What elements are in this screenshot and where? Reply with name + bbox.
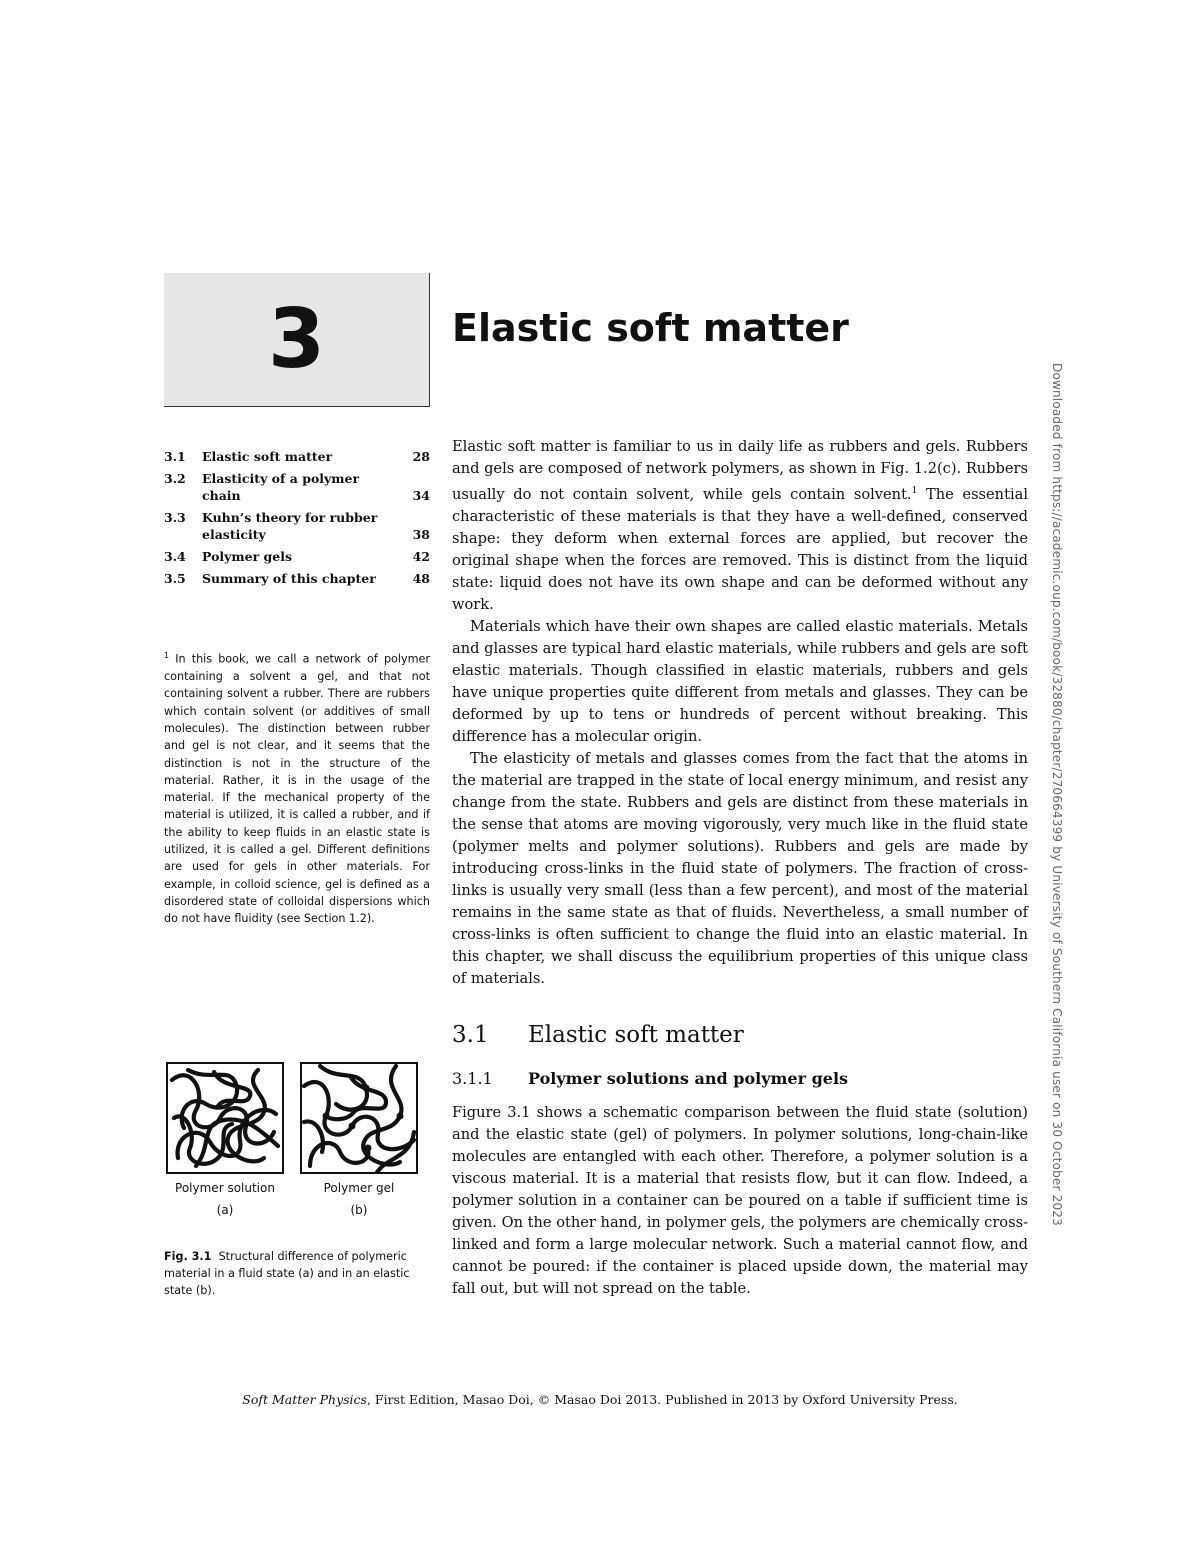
toc-item-number: 3.2: [164, 471, 186, 486]
footnote-ref[interactable]: 1: [911, 486, 918, 496]
toc-item-title: Summary of this chapter: [202, 571, 376, 586]
toc-item-page: 38: [412, 527, 430, 542]
toc-item-page: 48: [412, 571, 430, 586]
section-paragraph: Figure 3.1 shows a schematic comparison between the fluid state (solution) and the elastic state (gel) of polymers. In polymer solutions, long-chain-like molecules are entangled with each other. Therefore, a polymer solution is a viscous material. It is a material that resists flow, but it can flow. Indeed, a polymer solution in a container can be poured on a table if sufficient time is given. On the other hand, in polymer gels, the polymers are chemically cross-linked and form a large molecular network. Such a material cannot flow, and cannot be poured: if the container is placed upside down, the material may fall out, but will not spread on the table.: [452, 1104, 1028, 1297]
figure-caption: [164, 1248, 430, 1299]
sidenote: [164, 647, 430, 927]
subsection-heading: [452, 1065, 848, 1093]
figure-caption-label: Fig. 3.1: [164, 1250, 212, 1263]
section-heading: [452, 1018, 744, 1052]
toc-item[interactable]: [164, 470, 430, 504]
panel-b-tag: (b): [350, 1203, 368, 1217]
toc-item[interactable]: [164, 448, 430, 465]
footer-text: , First Edition, Masao Doi, © Masao Doi 2013. Published in 2013 by Oxford University Press.: [366, 1392, 958, 1407]
toc-item[interactable]: [164, 570, 430, 587]
subsection-number: 3.1.1: [452, 1069, 493, 1088]
page-footer: [0, 1391, 1200, 1409]
section-number: 3.1: [452, 1022, 489, 1048]
book-title: Soft Matter Physics: [242, 1392, 367, 1407]
chapter-intro: [452, 436, 1028, 990]
chapter-toc: [164, 448, 430, 592]
subsection-title: Polymer solutions and polymer gels: [528, 1069, 849, 1088]
toc-item-title: Polymer gels: [202, 549, 293, 564]
figure-panel-a: [166, 1062, 284, 1174]
toc-item-page: 34: [412, 488, 430, 503]
polymer-gel-illustration: [300, 1062, 418, 1174]
section-title: Elastic soft matter: [528, 1022, 744, 1048]
toc-item[interactable]: [164, 548, 430, 565]
panel-b-label: Polymer gel: [323, 1181, 395, 1195]
sidenote-text: In this book, we call a network of polymer containing a solvent a gel, and that not containing solvent a rubber. There are rubbers which contain solvent (or additives of small molecules). The distinction between rubber and gel is not clear, and it seems that the distinction is not in the structure of the material. Rather, it is in the usage of the material. If the mechanical property of the material is utilized, it is called a rubber, and if the ability to keep fluids in an elastic state is utilized, it is called a gel. Different definitions are used for gels in other materials. For example, in colloid science, gel is defined as a disordered state of colloidal dispersions which do not have fluidity (see Section 1.2).: [164, 652, 430, 926]
panel-a-label: Polymer solution: [175, 1181, 275, 1195]
intro-paragraph-text: The essential characteristic of these materials is that they have a well-defined, conserved shape: they deform when external forces are applied, but recover the original shape when the forces are removed. This is distinct from the liquid state: liquid does not have its own shape and can be deformed without any work.: [452, 485, 1028, 613]
download-watermark: Downloaded from https://academic.oup.com/book/32880/chapter/270664399 by University of Southern California user on 30 October 2023: [1050, 363, 1064, 1226]
intro-paragraph: Materials which have their own shapes are called elastic materials. Metals and glasses are typical hard elastic materials, while rubbers and gels are soft elastic materials. Though classified in elastic materials, rubbers and gels have unique properties quite different from metals and glasses. They can be deformed by up to tens or hundreds of percent without breaking. This difference has a molecular origin.: [452, 617, 1028, 745]
toc-item-page: 28: [412, 449, 430, 464]
section-body: [452, 1102, 1028, 1300]
intro-paragraph-text: Elastic soft matter is familiar to us in daily life as rubbers and gels. Rubbers and gels are composed of network polymers, as shown in Fig. 1.2(c). Rubbers usually do not contain solvent, while gels contain solvent.: [452, 438, 1028, 503]
toc-item-title: Elastic soft matter: [202, 449, 333, 464]
figure-caption-text: Structural difference of polymeric material in a fluid state (a) and in an elastic state (b).: [164, 1250, 410, 1297]
toc-item[interactable]: [164, 509, 430, 543]
toc-item-title: Elasticity of a polymer chain: [202, 471, 360, 503]
intro-paragraph: The elasticity of metals and glasses comes from the fact that the atoms in the material are trapped in the state of local energy minimum, and resist any change from the state. Rubbers and gels are distinct from these materials in the sense that atoms are moving vigorously, very much like in the fluid state (polymer melts and polymer solutions). Rubbers and gels are made by introducing cross-links in the fluid state of polymers. The fraction of cross-links is usually very small (less than a few percent), and most of the material remains in the same state as that of fluids. Nevertheless, a small number of cross-links is often sufficient to change the fluid into an elastic material. In this chapter, we shall discuss the equilibrium properties of this unique class of materials.: [452, 749, 1028, 987]
toc-item-page: 42: [412, 549, 430, 564]
chapter-title: Elastic soft matter: [452, 306, 849, 350]
figure-panel-b: [300, 1062, 418, 1174]
toc-item-title: Kuhn’s theory for rubber elasticity: [202, 510, 378, 542]
chapter-number-box: [164, 273, 430, 407]
toc-item-number: 3.4: [164, 549, 186, 564]
toc-item-number: 3.5: [164, 571, 186, 586]
polymer-solution-illustration: [166, 1062, 284, 1174]
chapter-number: 3: [267, 292, 326, 387]
toc-item-number: 3.3: [164, 510, 186, 525]
toc-item-number: 3.1: [164, 449, 186, 464]
panel-a-tag: (a): [216, 1203, 234, 1217]
sidenote-mark: 1: [164, 651, 170, 660]
intro-paragraph: [452, 436, 1028, 616]
